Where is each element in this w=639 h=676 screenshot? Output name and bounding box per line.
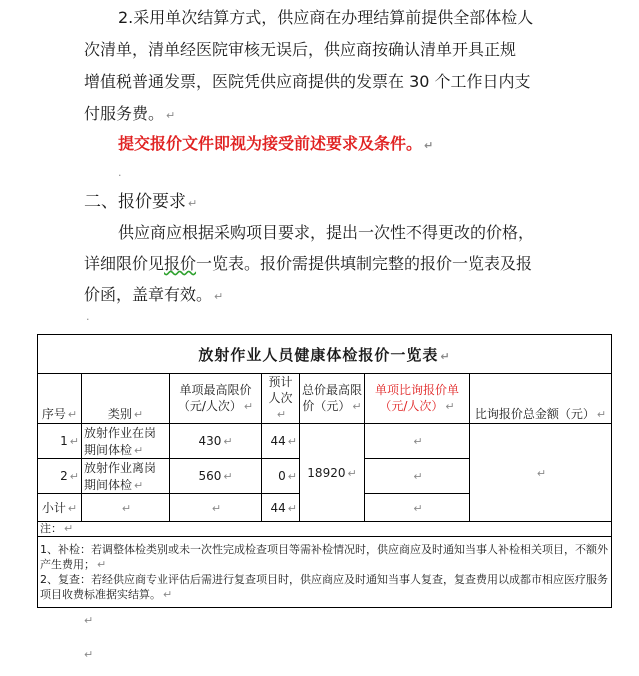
cell-total-max: 18920 ↵	[300, 424, 365, 522]
cell-subtotal-label: 小计 ↵	[38, 494, 82, 522]
header-quote-total: 比询报价总金额（元） ↵	[470, 374, 612, 424]
note-item: 1、补检：若调整体检类别或未一次性完成检查项目等需补检情况时，供应商应及时通知当事人补检相关项目，不额外产生费用； ↵	[40, 543, 608, 571]
quotation-table	[37, 334, 612, 608]
cell-seq: 1 ↵	[38, 424, 82, 459]
cell-max-price: 560 ↵	[170, 459, 262, 494]
note-label: 注： ↵	[38, 522, 612, 537]
table-header-row	[38, 374, 612, 424]
paragraph-mark-icon: ↵	[214, 290, 224, 303]
cell-category: 放射作业离岗期间体检 ↵	[82, 459, 170, 494]
header-max-price: 单项最高限价（元/人次） ↵	[170, 374, 262, 424]
paragraph-mark-icon: ↵	[424, 139, 434, 152]
cell-quote-unit[interactable]: ↵	[365, 459, 470, 494]
header-quote-unit: 单项比询报价单（元/人次） ↵	[365, 374, 470, 424]
cell-empty: ↵	[170, 494, 262, 522]
cell-seq: 2 ↵	[38, 459, 82, 494]
cell-count: 44 ↵	[262, 424, 300, 459]
cell-quote-total[interactable]: ↵	[470, 424, 612, 522]
notes-cell	[38, 537, 612, 608]
paragraph-settlement-line1: 2.采用单次结算方式，供应商在办理结算前提供全部体检人	[118, 8, 534, 27]
table-note-label-row	[38, 522, 612, 537]
cell-empty: ↵	[365, 494, 470, 522]
header-est-count: 预计人次↵	[262, 374, 300, 424]
note-item: 2、复查：若经供应商专业评估后需进行复查项目时，供应商应及时通知当事人复查，复查费用以成都市相应医疗服务项目收费标准据实结算。 ↵	[40, 573, 608, 601]
table-title: 放射作业人员健康体检报价一览表 ↵	[38, 335, 612, 374]
header-category: 类别 ↵	[82, 374, 170, 424]
table-notes-row	[38, 537, 612, 608]
cell-category: 放射作业在岗期间体检 ↵	[82, 424, 170, 459]
section-heading: 二、报价要求 ↵	[84, 192, 198, 212]
header-seq: 序号 ↵	[38, 374, 82, 424]
empty-line-mark: .	[86, 310, 90, 323]
table-row	[38, 424, 612, 459]
paragraph-settlement-line4: 付服务费。 ↵	[84, 104, 176, 123]
paragraph-quote-line3: 价函，盖章有效。 ↵	[84, 285, 224, 304]
paragraph-settlement-line3: 增值税普通发票，医院凭供应商提供的发票在 30 个工作日内支	[84, 72, 531, 91]
paragraph-settlement-line2: 次清单，清单经医院审核无误后，供应商按确认清单开具正规	[84, 40, 517, 59]
paragraph-quote-line2: 详细限价见报价一览表。报价需提供填制完整的报价一览表及报	[84, 254, 533, 273]
paragraph-mark-icon: ↵	[84, 614, 94, 627]
cell-quote-unit[interactable]: ↵	[365, 424, 470, 459]
paragraph-mark-icon: ↵	[84, 648, 94, 661]
paragraph-acceptance: 提交报价文件即视为接受前述要求及条件。 ↵	[118, 134, 434, 153]
paragraph-quote-line1: 供应商应根据采购项目要求，提出一次性不得更改的价格，	[118, 223, 535, 242]
cell-subtotal-count: 44 ↵	[262, 494, 300, 522]
cell-max-price: 430 ↵	[170, 424, 262, 459]
paragraph-mark-icon: ↵	[166, 109, 176, 122]
paragraph-mark-icon: ↵	[188, 197, 198, 210]
cell-count: 0 ↵	[262, 459, 300, 494]
header-total-max: 总价最高限价（元） ↵	[300, 374, 365, 424]
cell-empty: ↵	[82, 494, 170, 522]
empty-line-mark: .	[118, 166, 122, 179]
